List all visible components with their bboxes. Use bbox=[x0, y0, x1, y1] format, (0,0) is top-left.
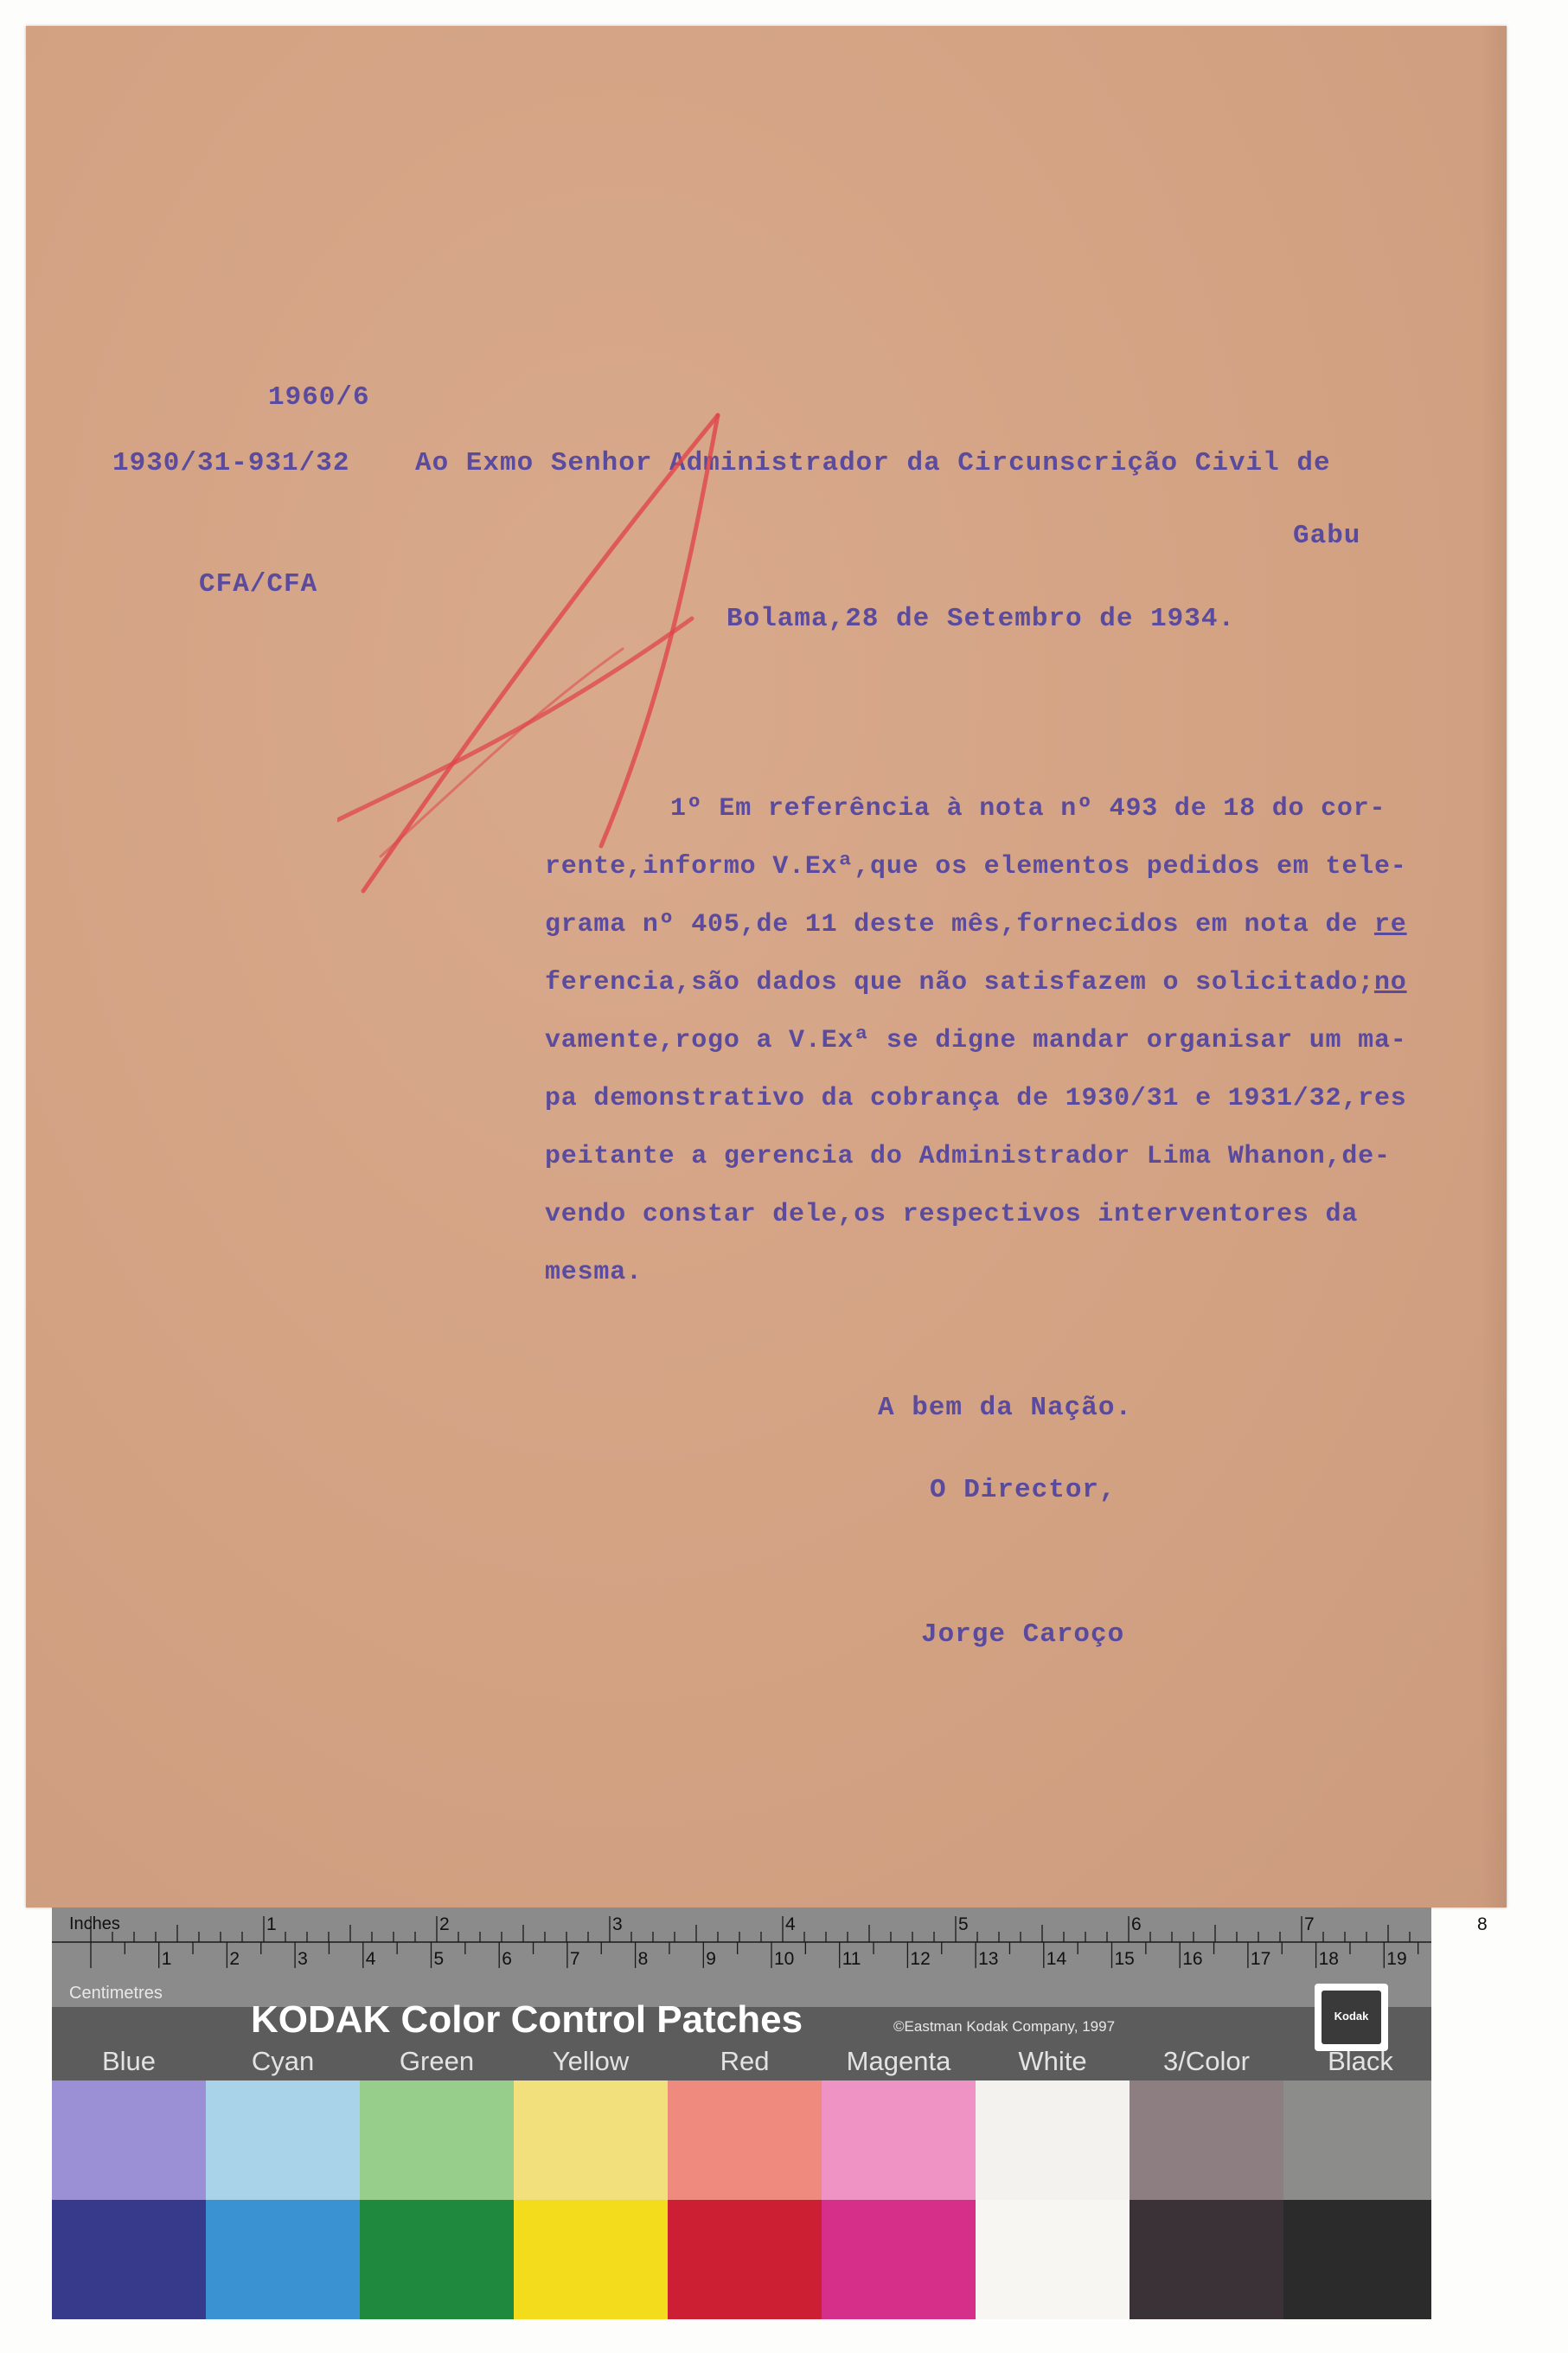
inch-number: 2 bbox=[439, 1914, 450, 1934]
color-patch bbox=[52, 2081, 206, 2200]
color-patch bbox=[206, 2081, 360, 2200]
cm-number: 6 bbox=[502, 1949, 512, 1969]
cm-number: 11 bbox=[842, 1949, 861, 1969]
ruler-ticks bbox=[52, 1907, 1431, 2007]
patch-label: Magenta bbox=[846, 2046, 951, 2076]
color-patch bbox=[822, 2081, 976, 2200]
patch-label: Yellow bbox=[552, 2046, 630, 2076]
patch-label: Red bbox=[720, 2046, 770, 2076]
inch-number: 7 bbox=[1304, 1914, 1315, 1934]
cm-number: 4 bbox=[365, 1949, 376, 1969]
cm-number: 12 bbox=[910, 1949, 931, 1969]
patch-label: Black bbox=[1328, 2046, 1393, 2076]
body-line: 1º Em referência à nota nº 493 de 18 do cor- bbox=[670, 794, 1386, 824]
inch-number: 1 bbox=[266, 1914, 277, 1934]
color-patch bbox=[514, 2081, 668, 2200]
cm-number: 19 bbox=[1386, 1949, 1407, 1969]
cm-number: 18 bbox=[1318, 1949, 1339, 1969]
cm-number: 15 bbox=[1114, 1949, 1135, 1969]
body-line: rente,informo V.Exª,que os elementos pedidos em tele- bbox=[545, 852, 1407, 882]
patch-label-row bbox=[52, 2046, 1431, 2081]
cm-number: 8 bbox=[637, 1949, 649, 1969]
cm-number: 14 bbox=[1046, 1949, 1067, 1969]
ruler-inches-label: Inches bbox=[69, 1914, 120, 1933]
author-initials: CFA/CFA bbox=[199, 569, 318, 599]
color-patch bbox=[976, 2200, 1130, 2319]
color-patch bbox=[668, 2200, 822, 2319]
kodak-logo-mark bbox=[1322, 1991, 1381, 2044]
color-patch bbox=[1130, 2200, 1283, 2319]
color-control-target bbox=[52, 1907, 1488, 2318]
inch-number: 5 bbox=[958, 1914, 969, 1934]
color-patch bbox=[1283, 2200, 1431, 2319]
body-line: pa demonstrativo da cobrança de 1930/31 e 1931/32,res bbox=[545, 1084, 1407, 1113]
color-patch bbox=[206, 2200, 360, 2319]
color-patch bbox=[360, 2200, 514, 2319]
cm-number: 7 bbox=[569, 1949, 580, 1969]
color-patch bbox=[822, 2200, 976, 2319]
patch-label: 3/Color bbox=[1163, 2046, 1250, 2076]
cm-number: 2 bbox=[229, 1949, 240, 1969]
color-patch bbox=[514, 2200, 668, 2319]
cm-number: 5 bbox=[433, 1949, 445, 1969]
color-patch bbox=[360, 2081, 514, 2200]
reference-number: 1960/6 bbox=[268, 382, 370, 413]
ruler-cm-label: Centimetres bbox=[69, 1984, 163, 2003]
patch-label: Cyan bbox=[251, 2046, 315, 2076]
body-line: mesma. bbox=[545, 1258, 643, 1287]
color-patch bbox=[52, 2200, 206, 2319]
signatory-title: O Director, bbox=[930, 1475, 1117, 1505]
body-line: vendo constar dele,os respectivos interventores da bbox=[545, 1200, 1359, 1229]
inch-number: 8 bbox=[1477, 1914, 1488, 1934]
red-pencil-mark bbox=[337, 407, 735, 943]
color-patch bbox=[976, 2081, 1130, 2200]
cm-number: 9 bbox=[706, 1949, 716, 1969]
recipient-location: Gabu bbox=[1293, 521, 1361, 551]
kodak-logo bbox=[1315, 1984, 1388, 2051]
patch-label: Blue bbox=[101, 2046, 157, 2076]
body-line: vamente,rogo a V.Exª se digne mandar organisar um ma- bbox=[545, 1026, 1407, 1055]
date-line: Bolama,28 de Setembro de 1934. bbox=[726, 604, 1236, 634]
cm-number: 3 bbox=[298, 1949, 308, 1969]
body-line: peitante a gerencia do Administrador Lima Whanon,de- bbox=[545, 1142, 1391, 1171]
color-patch bbox=[1283, 2081, 1431, 2200]
patch-label: Green bbox=[399, 2046, 475, 2076]
inch-number: 3 bbox=[612, 1914, 623, 1934]
cm-number: 10 bbox=[774, 1949, 795, 1969]
signatory-name: Jorge Caroço bbox=[921, 1619, 1125, 1650]
cm-number: 17 bbox=[1250, 1949, 1271, 1969]
cm-number: 16 bbox=[1182, 1949, 1203, 1969]
cm-number: 1 bbox=[161, 1949, 172, 1969]
patch-label: White bbox=[1018, 2046, 1087, 2076]
closing-salutation: A bem da Nação. bbox=[878, 1393, 1133, 1423]
inch-number: 6 bbox=[1131, 1914, 1142, 1934]
reference-years: 1930/31-931/32 bbox=[112, 448, 350, 478]
measurement-ruler bbox=[52, 1907, 1488, 2007]
sheet-edge-shade bbox=[1481, 26, 1507, 1907]
kodak-title: KODAK Color Control Patches bbox=[251, 1998, 803, 2041]
document-sheet bbox=[26, 26, 1507, 1907]
body-line: ferencia,são dados que não satisfazem o solicitado;no bbox=[545, 968, 1407, 997]
recipient-address: Ao Exmo Senhor Administrador da Circunscrição Civil de bbox=[415, 448, 1331, 478]
color-patch bbox=[1130, 2081, 1283, 2200]
color-patch bbox=[668, 2081, 822, 2200]
cm-number: 13 bbox=[978, 1949, 999, 1969]
kodak-copyright: ©Eastman Kodak Company, 1997 bbox=[893, 2018, 1116, 2035]
body-line: grama nº 405,de 11 deste mês,fornecidos em nota de re bbox=[545, 910, 1407, 939]
kodak-logo-text: Kodak bbox=[1334, 2010, 1369, 2023]
inch-number: 4 bbox=[785, 1914, 796, 1934]
